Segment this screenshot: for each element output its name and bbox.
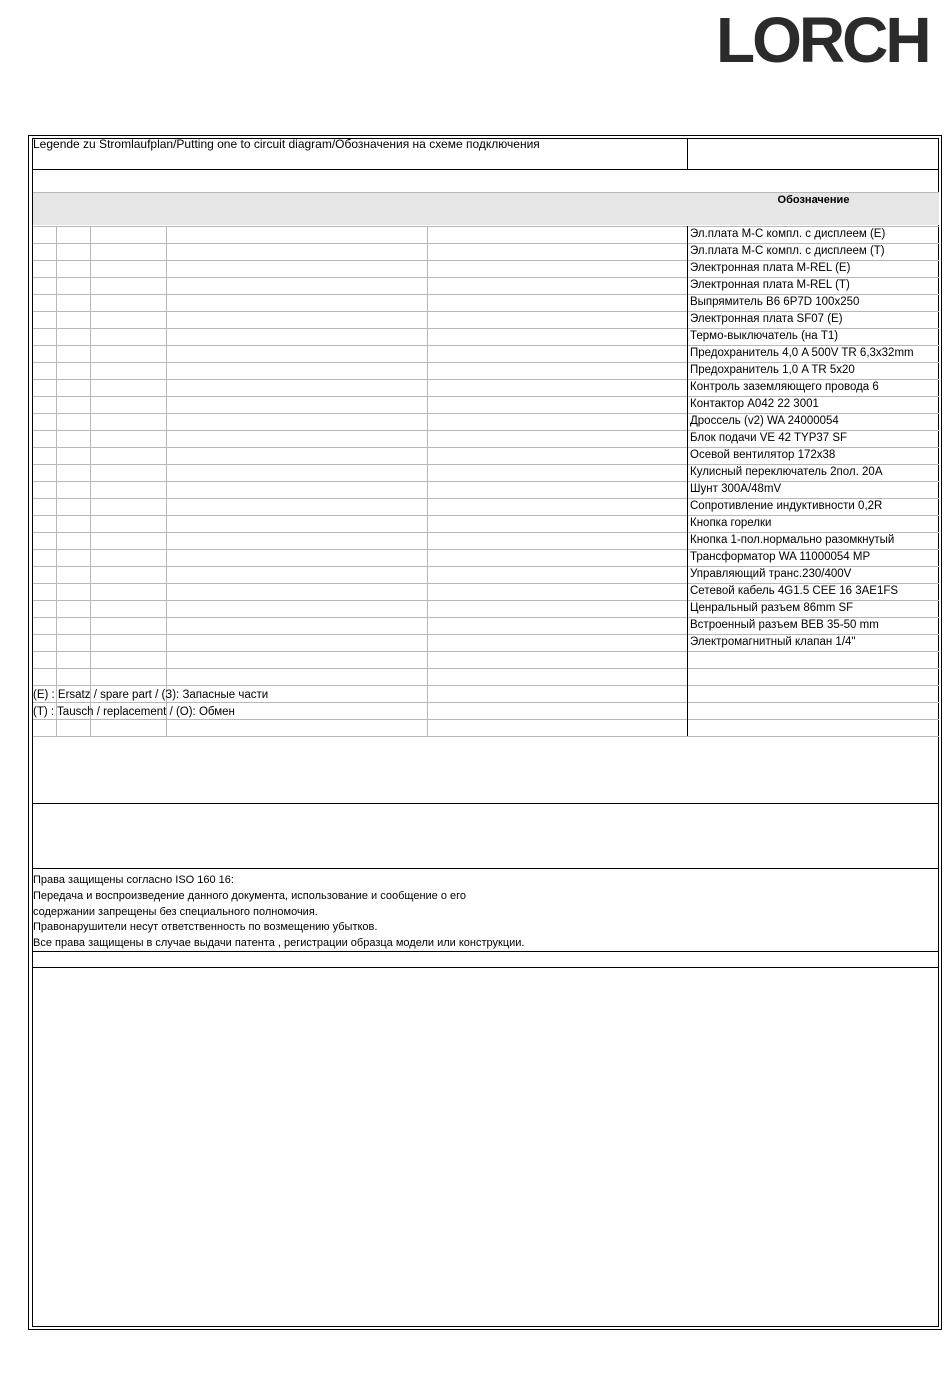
table-column-border (166, 226, 167, 736)
part-designation: Предохранитель 4,0 A 500V TR 6,3x32mm (690, 347, 914, 359)
legal-line: Права защищены согласно ISO 160 16: (33, 874, 234, 886)
part-designation: Электронная плата M-REL (T) (690, 279, 850, 291)
legal-line: содержании запрещены без специального полномочия. (33, 906, 318, 918)
part-designation: Ценральный разъем 86mm SF (690, 602, 854, 614)
legal-line: Передача и воспроизведение данного документа, использование и сообщение о его (33, 890, 467, 902)
part-designation: Блок подачи VE 42 TYP37 SF (690, 432, 848, 444)
part-designation: Кулисный переключатель 2пол. 20A (690, 466, 883, 478)
table-column-border (56, 226, 57, 736)
table-row-border (33, 736, 939, 737)
table-row-border (33, 668, 939, 669)
table-row-border (33, 651, 939, 652)
section-divider-2 (33, 868, 939, 869)
part-designation: Сетевой кабель 4G1.5 CEE 16 3AE1FS (690, 585, 899, 597)
part-designation: Выпрямитель B6 6P7D 100x250 (690, 296, 860, 308)
table-column-border (90, 226, 91, 736)
part-designation: Электромагнитный клапан 1/4" (690, 636, 856, 648)
part-designation: Электронная плата SF07 (E) (690, 313, 843, 325)
legal-line: Правонарушители несут ответственность по возмещению убытков. (33, 921, 378, 933)
legal-line: Все права защищены в случае выдачи патента , регистрации образца модели или конструкции. (33, 937, 525, 949)
part-designation: Осевой вентилятор 172x38 (690, 449, 836, 461)
part-designation: Шунт 300A/48mV (690, 483, 782, 495)
part-designation: Предохранитель 1,0 A TR 5x20 (690, 364, 855, 376)
part-designation: Контактор A042 22 3001 (690, 398, 819, 410)
table-row-border (33, 685, 939, 686)
table-column-border (427, 226, 428, 736)
note-spare-part: (E) : Ersatz / spare part / (З): Запасные части (33, 689, 269, 701)
part-designation: Встроенный разъем BEB 35-50 mm (690, 619, 879, 631)
title-bottom-border (33, 169, 939, 170)
designation-column-header: Обозначение (777, 194, 850, 206)
section-divider-4 (33, 967, 939, 968)
lorch-logo: LORCH (716, 4, 929, 76)
part-designation: Электронная плата M-REL (E) (690, 262, 851, 274)
section-divider-3 (33, 951, 939, 952)
table-row-border (33, 702, 939, 703)
part-designation: Сопротивление индуктивности 0,2R (690, 500, 883, 512)
table-row-border (33, 719, 939, 720)
part-designation: Эл.плата M-C компл. с дисплеем (E) (690, 228, 886, 240)
title-divider (687, 138, 688, 169)
part-designation: Дроссель (v2) WA 24000054 (690, 415, 839, 427)
part-designation: Термо-выключатель (на T1) (690, 330, 839, 342)
part-designation: Эл.плата M-C компл. с дисплеем (T) (690, 245, 885, 257)
part-designation: Кнопка 1-пол.нормально разомкнутый (690, 534, 895, 546)
part-designation: Трансформатор WA 11000054 MP (690, 551, 871, 563)
designation-column-border (687, 226, 688, 736)
legend-title: Legende zu Stromlaufplan/Putting one to circuit diagram/Обозначения на схеме подключения (33, 137, 540, 151)
section-divider-1 (33, 803, 939, 804)
note-replacement: (T) : Tausch / replacement / (O): Обмен (33, 706, 235, 718)
part-designation: Кнопка горелки (690, 517, 772, 529)
part-designation: Контроль заземляющего провода 6 (690, 381, 879, 393)
part-designation: Управляющий транс.230/400V (690, 568, 852, 580)
